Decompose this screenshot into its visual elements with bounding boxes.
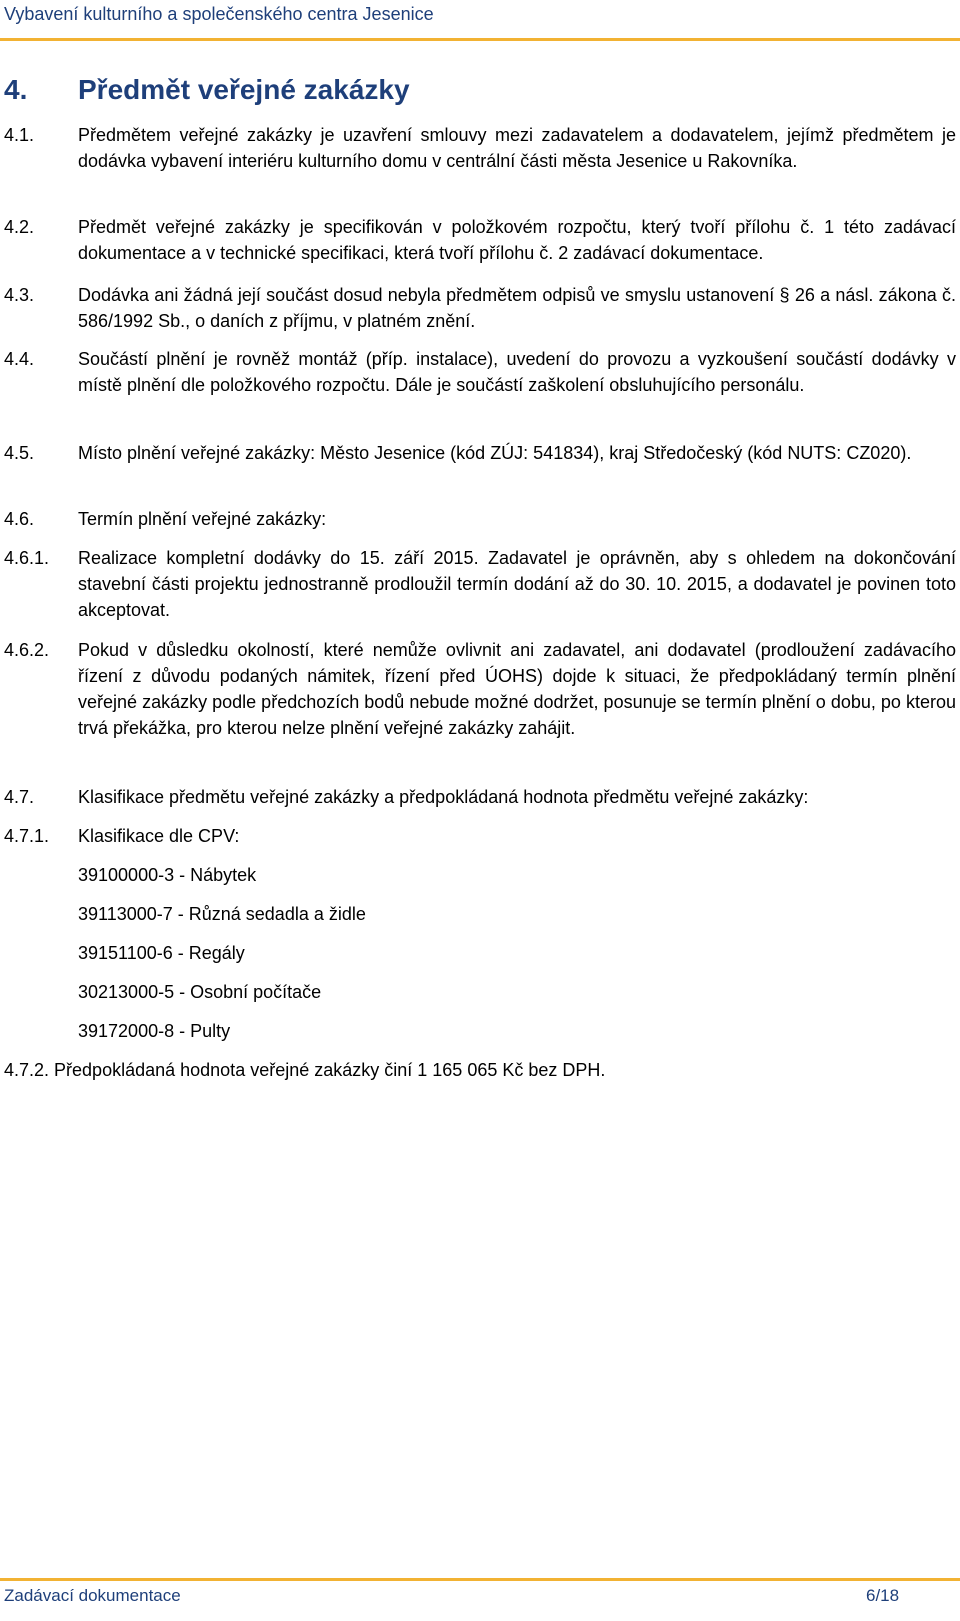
section-text: Součástí plnění je rovněž montáž (příp. instalace), uvedení do provozu a vyzkoušení součástí dodávky v místě plnění dle položkového rozpočtu. Dále je součástí zaškolení obsluhujícího personálu. — [78, 349, 956, 395]
section-4-5 — [4, 440, 960, 466]
section-4-6-2 — [4, 637, 960, 741]
section-4-4 — [4, 346, 960, 398]
cpv-item: 39113000-7 - Různá sedadla a židle — [78, 904, 366, 924]
section-number: 4.6.1. — [4, 548, 50, 568]
section-number: 4.6.2. — [4, 640, 50, 660]
section-4-6 — [4, 506, 960, 532]
section-text: Předmětem veřejné zakázky je uzavření smlouvy mezi zadavatelem a dodavatelem, jejímž předmětem je dodávka vybavení interiéru kulturního domu v centrální části města Jesenice u Rakovníka. — [78, 125, 956, 171]
section-text: Realizace kompletní dodávky do 15. září 2015. Zadavatel je oprávněn, aby s ohledem na dokončování stavební části projektu jednostranně prodloužil termín dodání až do 30. 10. 2015, a dodavatel je povinen toto akceptovat. — [78, 548, 956, 620]
footer-divider — [0, 1578, 960, 1581]
section-number: 4.6. — [4, 509, 35, 529]
section-number: 4.1. — [4, 125, 35, 145]
section-number: 4.7.1. — [4, 826, 50, 846]
cpv-item: 39100000-3 - Nábytek — [78, 865, 257, 885]
section-text: Termín plnění veřejné zakázky: — [78, 509, 327, 529]
section-4-3 — [4, 282, 960, 334]
section-4-2 — [4, 214, 960, 266]
section-number: 4.7. — [4, 787, 35, 807]
header-title: Vybavení kulturního a společenského centra Jesenice — [4, 4, 434, 24]
section-number: 4.4. — [4, 349, 35, 369]
footer-document-name: Zadávací dokumentace — [4, 1586, 181, 1605]
section-text: Klasifikace předmětu veřejné zakázky a předpokládaná hodnota předmětu veřejné zakázky: — [78, 787, 809, 807]
cpv-item: 39172000-8 - Pulty — [78, 1021, 231, 1041]
footer-page-number: 6/18 — [866, 1586, 900, 1605]
cpv-item: 39151100-6 - Regály — [78, 943, 245, 963]
page-header — [0, 0, 960, 42]
section-4-1 — [4, 122, 960, 174]
section-4-7-2: 4.7.2. Předpokládaná hodnota veřejné zakázky činí 1 165 065 Kč bez DPH. — [4, 1060, 606, 1080]
heading-text: Předmět veřejné zakázky — [78, 74, 410, 105]
section-4-7 — [4, 784, 960, 810]
section-text: Místo plnění veřejné zakázky: Město Jesenice (kód ZÚJ: 541834), kraj Středočeský (kód NUTS: CZ020). — [78, 443, 912, 463]
section-number: 4.3. — [4, 285, 35, 305]
section-text: Pokud v důsledku okolností, které nemůže ovlivnit ani zadavatel, ani dodavatel (prodloužení zadávacího řízení z důvodu podaných námitek, řízení před ÚOHS) dojde k situaci, že předpokládaný termín plnění veřejné zakázky podle předchozích bodů nebude možné dodržet, posunuje se termín plnění o dobu, po kterou trvá překážka, pro kterou nelze plnění veřejné zakázky zahájit. — [78, 640, 956, 738]
section-text: Dodávka ani žádná její součást dosud nebyla předmětem odpisů ve smyslu ustanovení § 26 a násl. zákona č. 586/1992 Sb., o daních z příjmu, v platném znění. — [78, 285, 956, 331]
section-text: Klasifikace dle CPV: — [78, 826, 240, 846]
section-text: Předmět veřejné zakázky je specifikován v položkovém rozpočtu, který tvoří přílohu č. 1 této zadávací dokumentace a v technické specifikaci, která tvoří přílohu č. 2 zadávací dokumentace. — [78, 217, 956, 263]
section-number: 4.5. — [4, 443, 35, 463]
section-4-6-1 — [4, 545, 960, 623]
heading-number: 4. — [4, 74, 28, 105]
cpv-item: 30213000-5 - Osobní počítače — [78, 982, 322, 1002]
header-divider — [0, 38, 960, 41]
section-number: 4.2. — [4, 217, 35, 237]
section-4-7-1 — [4, 823, 960, 849]
section-heading — [4, 74, 410, 106]
